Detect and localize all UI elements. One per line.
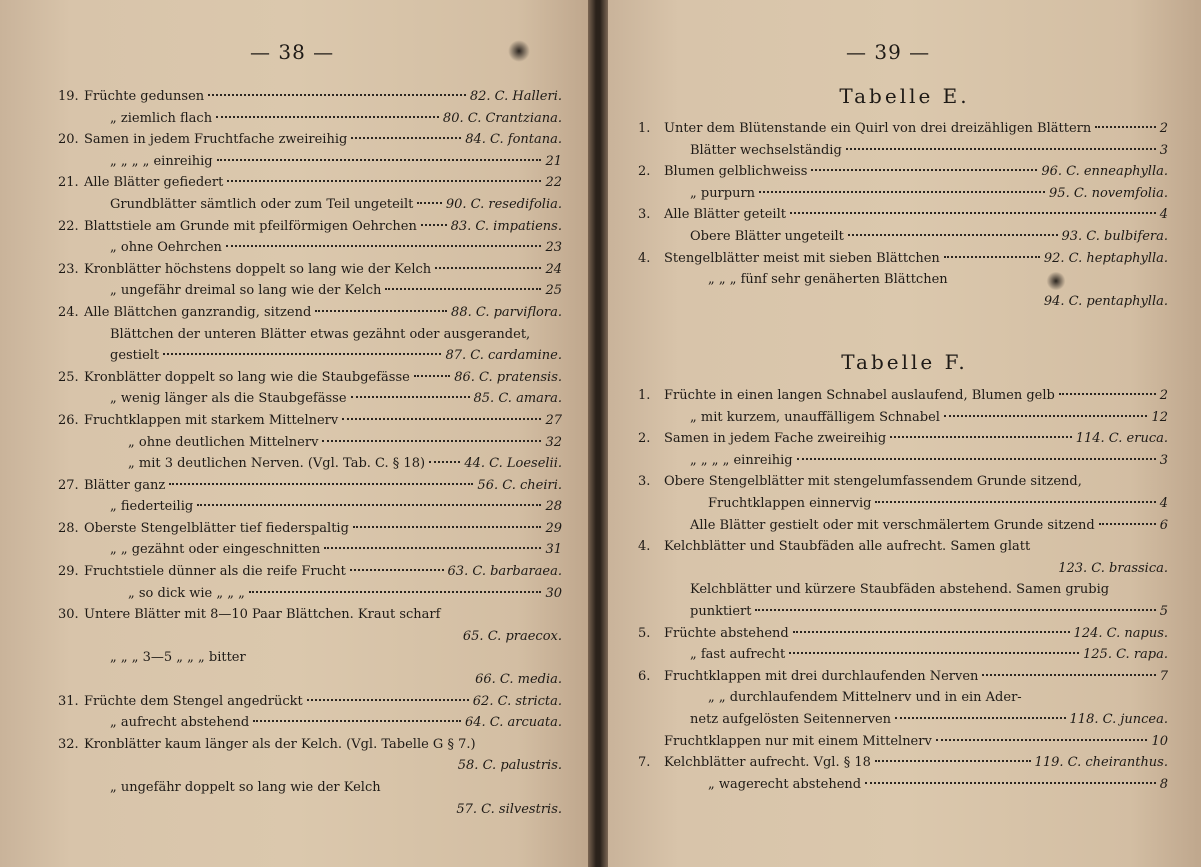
key-entry	[58, 647, 562, 669]
table-e-title: Tabelle E.	[839, 84, 970, 108]
entry-text: „ „ „ „ einreihig	[690, 452, 793, 468]
key-entry	[58, 691, 562, 713]
dot-leader	[324, 547, 541, 549]
key-entry	[638, 183, 1168, 205]
dot-leader	[351, 396, 470, 398]
dot-leader	[226, 245, 542, 247]
table-f-entries	[638, 385, 1168, 795]
entry-reference: 56. C. cheiri.	[477, 477, 562, 493]
key-entry	[58, 604, 562, 626]
dot-leader	[790, 212, 1156, 214]
entry-text: Fruchtklappen einnervig	[708, 495, 872, 511]
entry-reference: 114. C. eruca.	[1075, 431, 1168, 447]
key-entry	[638, 493, 1168, 515]
entry-text: „ ungefähr dreimal so lang wie der Kelch	[110, 283, 382, 299]
key-entry	[638, 666, 1168, 688]
dot-leader	[249, 591, 542, 593]
key-entry	[58, 626, 562, 648]
entry-number: 3.	[638, 207, 651, 223]
entry-reference: 57. C. silvestris.	[456, 801, 562, 817]
entry-text: Obere Blätter ungeteilt	[690, 228, 844, 244]
key-entry	[58, 453, 562, 475]
entry-reference: 3	[1159, 142, 1168, 158]
entry-reference: 22	[545, 175, 562, 191]
entry-reference: 29	[545, 520, 562, 536]
entry-reference: 3	[1159, 452, 1168, 468]
entry-reference: 90. C. resedifolia.	[445, 196, 562, 212]
key-entry	[58, 129, 562, 151]
entry-text: Fruchtklappen nur mit einem Mittelnerv	[664, 733, 932, 749]
entry-number: 2.	[638, 431, 651, 447]
key-entry	[638, 752, 1168, 774]
entry-number: 32.	[58, 736, 79, 752]
entry-text: „ ohne Oehrchen	[110, 240, 222, 256]
key-entry	[638, 471, 1168, 493]
entry-reference: 24	[545, 261, 562, 277]
entry-number: 4.	[638, 250, 651, 266]
entry-text: „ „ gezähnt oder eingeschnitten	[110, 542, 321, 558]
page-number-right: — 39 —	[846, 40, 931, 64]
entry-reference: 65. C. praecox.	[462, 628, 562, 644]
key-entry	[638, 774, 1168, 796]
dot-leader	[797, 458, 1156, 460]
entry-reference: 63. C. barbaraea.	[447, 564, 562, 580]
key-entry	[58, 432, 562, 454]
key-entry	[638, 226, 1168, 248]
key-entry	[638, 731, 1168, 753]
entry-text: „ „ durchlaufendem Mittelnerv und in ein Ader-	[708, 690, 1022, 706]
key-entry	[58, 734, 562, 756]
entry-reference: 92. C. heptaphylla.	[1043, 250, 1168, 266]
entry-reference: 85. C. amara.	[473, 391, 562, 407]
dot-leader	[811, 169, 1037, 171]
entry-text: Alle Blätter gestielt oder mit verschmälertem Grunde sitzend	[690, 517, 1095, 533]
entry-number: 25.	[58, 369, 79, 385]
entry-text: „ purpurn	[690, 185, 756, 201]
dot-leader	[435, 267, 541, 269]
dot-leader	[982, 674, 1155, 676]
entry-reference: 95. C. novemfolia.	[1049, 185, 1168, 201]
dot-leader	[755, 609, 1155, 611]
dot-leader	[414, 375, 450, 377]
dot-leader	[789, 652, 1079, 654]
entry-number: 29.	[58, 564, 79, 580]
key-entry	[638, 579, 1168, 601]
key-entry	[58, 108, 562, 130]
entry-text: „ wagerecht abstehend	[708, 776, 862, 792]
entry-text: Kelchblätter und kürzere Staubfäden abstehend. Samen grubig	[690, 582, 1110, 598]
entry-number: 7.	[638, 755, 651, 771]
key-entry	[58, 777, 562, 799]
entry-reference: 62. C. stricta.	[472, 693, 562, 709]
entry-reference: 6	[1159, 517, 1168, 533]
dot-leader	[307, 699, 469, 701]
entry-number: 6.	[638, 668, 651, 684]
right-page	[608, 0, 1201, 867]
key-entry	[638, 204, 1168, 226]
dot-leader	[944, 256, 1040, 258]
entry-number: 2.	[638, 164, 651, 180]
entry-text: „ ziemlich flach	[110, 110, 213, 126]
dot-leader	[848, 234, 1058, 236]
entry-text: Blätter ganz	[84, 477, 166, 493]
entry-reference: 64. C. arcuata.	[464, 715, 562, 731]
entry-reference: 32	[545, 434, 562, 450]
key-entry	[638, 118, 1168, 140]
key-entry	[58, 151, 562, 173]
entry-reference: 12	[1151, 409, 1168, 425]
dot-leader	[895, 717, 1065, 719]
entry-number: 19.	[58, 89, 79, 104]
dot-leader	[1059, 393, 1156, 395]
entry-reference: 31	[545, 542, 562, 558]
dot-leader	[169, 483, 473, 485]
entry-text: Blumen gelblichweiss	[664, 164, 808, 180]
dot-leader	[163, 353, 441, 355]
key-entry	[58, 367, 562, 389]
entry-text: Kronblätter doppelt so lang wie die Staubgefässe	[84, 369, 410, 385]
entry-reference: 119. C. cheiranthus.	[1034, 755, 1168, 771]
entry-text: gestielt	[110, 348, 160, 364]
entry-number: 22.	[58, 218, 79, 234]
entry-text: Früchte gedunsen	[84, 89, 205, 104]
entry-number: 23.	[58, 261, 79, 277]
entry-reference: 44. C. Loeselii.	[464, 456, 562, 472]
key-entry	[58, 280, 562, 302]
entry-reference: 7	[1159, 668, 1168, 684]
key-entry	[58, 172, 562, 194]
entry-text: Fruchtstiele dünner als die reife Frucht	[84, 564, 346, 580]
entry-reference: 88. C. parviflora.	[451, 304, 562, 320]
table-f-title: Tabelle F.	[841, 350, 968, 374]
entry-text: Blättchen der unteren Blätter etwas gezähnt oder ausgerandet,	[110, 326, 531, 342]
entry-reference: 23	[545, 240, 562, 256]
key-entry	[58, 669, 562, 691]
entry-reference: 80. C. Crantziana.	[442, 110, 562, 126]
key-entry	[58, 388, 562, 410]
dot-leader	[793, 631, 1070, 633]
key-entry	[638, 291, 1168, 313]
entry-reference: 10	[1151, 733, 1168, 749]
entry-text: Kronblätter höchstens doppelt so lang wie der Kelch	[84, 261, 432, 277]
key-entry	[638, 140, 1168, 162]
entry-reference: 87. C. cardamine.	[445, 348, 562, 364]
entry-number: 21.	[58, 175, 79, 191]
dot-leader	[322, 440, 541, 442]
key-entry	[638, 385, 1168, 407]
entry-text: Früchte in einen langen Schnabel auslaufend, Blumen gelb	[664, 388, 1055, 403]
dot-leader	[385, 288, 541, 290]
dot-leader	[253, 720, 461, 722]
entry-number: 1.	[638, 121, 651, 136]
entry-reference: 94. C. pentaphylla.	[1043, 293, 1168, 309]
entry-text: Früchte dem Stengel angedrückt	[84, 693, 303, 709]
entry-reference: 4	[1159, 495, 1168, 511]
entry-reference: 2	[1159, 388, 1168, 403]
dot-leader	[342, 418, 541, 420]
key-entry	[58, 86, 562, 108]
key-entry	[638, 515, 1168, 537]
entry-reference: 96. C. enneaphylla.	[1041, 164, 1168, 180]
entry-text: „ fast aufrecht	[690, 647, 786, 663]
entry-text: Untere Blätter mit 8—10 Paar Blättchen. Kraut scharf	[84, 607, 441, 623]
key-entry	[58, 324, 562, 346]
entry-text: „ „ „ 3—5 „ „ „ bitter	[110, 650, 246, 666]
key-entry	[58, 712, 562, 734]
dot-leader	[429, 461, 460, 463]
entry-text: Kronblätter kaum länger als der Kelch. (Vgl. Tabelle G § 7.)	[84, 736, 476, 752]
entry-reference: 27	[545, 412, 562, 428]
entry-text: „ wenig länger als die Staubgefässe	[110, 391, 347, 407]
key-entry	[58, 561, 562, 583]
dot-leader	[875, 760, 1031, 762]
key-entry	[58, 755, 562, 777]
book-gutter	[588, 0, 608, 867]
key-entry	[58, 583, 562, 605]
key-entry	[58, 237, 562, 259]
entry-text: Alle Blättchen ganzrandig, sitzend	[84, 304, 312, 320]
key-entry	[58, 216, 562, 238]
key-entry	[638, 623, 1168, 645]
entry-text: „ mit kurzem, unauffälligem Schnabel	[690, 409, 940, 425]
entry-reference: 21	[545, 153, 562, 169]
key-entry	[58, 302, 562, 324]
key-entry	[638, 248, 1168, 270]
key-entry	[58, 345, 562, 367]
entry-text: Kelchblätter aufrecht. Vgl. § 18	[664, 755, 871, 771]
dot-leader	[846, 148, 1156, 150]
entry-number: 30.	[58, 607, 79, 623]
key-entry	[638, 687, 1168, 709]
dot-leader	[1095, 126, 1155, 128]
dot-leader	[217, 159, 542, 161]
dot-leader	[208, 94, 466, 96]
entry-text: „ so dick wie „ „ „	[128, 585, 245, 601]
ink-spot	[1046, 272, 1066, 290]
entry-number: 20.	[58, 132, 79, 148]
entry-text: Unter dem Blütenstande ein Quirl von drei dreizähligen Blättern	[664, 121, 1092, 136]
left-page	[0, 0, 588, 867]
key-entry	[58, 410, 562, 432]
entry-text: Oberste Stengelblätter tief fiederspaltig	[84, 520, 349, 536]
entry-reference: 86. C. pratensis.	[454, 369, 562, 385]
entry-reference: 2	[1159, 121, 1168, 136]
dot-leader	[216, 116, 439, 118]
key-entry	[638, 644, 1168, 666]
entry-reference: 124. C. napus.	[1073, 625, 1168, 641]
entry-reference: 84. C. fontana.	[465, 132, 562, 148]
entry-text: „ „ „ „ einreihig	[110, 153, 213, 169]
entry-number: 3.	[638, 474, 651, 490]
entry-number: 26.	[58, 412, 79, 428]
entry-text: Blattstiele am Grunde mit pfeilförmigen Oehrchen	[84, 218, 417, 234]
entry-reference: 8	[1159, 776, 1168, 792]
left-key-entries	[58, 86, 562, 820]
entry-text: Fruchtklappen mit starkem Mittelnerv	[84, 412, 339, 428]
entry-text: punktiert	[690, 603, 752, 619]
entry-text: Alle Blätter gefiedert	[84, 175, 224, 191]
entry-reference: 82. C. Halleri.	[469, 89, 562, 104]
entry-text: „ mit 3 deutlichen Nerven. (Vgl. Tab. C. § 18)	[128, 456, 426, 472]
key-entry	[638, 558, 1168, 580]
entry-text: „ „ „ fünf sehr genäherten Blättchen	[708, 272, 948, 288]
key-entry	[638, 709, 1168, 731]
entry-text: Fruchtklappen mit drei durchlaufenden Nerven	[664, 668, 979, 684]
entry-number: 31.	[58, 693, 79, 709]
entry-text: Samen in jedem Fruchtfache zweireihig	[84, 132, 348, 148]
entry-text: Obere Stengelblätter mit stengelumfassendem Grunde sitzend,	[664, 474, 1082, 490]
entry-number: 1.	[638, 388, 651, 403]
dot-leader	[351, 137, 461, 139]
key-entry	[58, 194, 562, 216]
key-entry	[638, 428, 1168, 450]
entry-text: netz aufgelösten Seitennerven	[690, 711, 892, 727]
entry-reference: 83. C. impatiens.	[450, 218, 562, 234]
entry-text: Grundblätter sämtlich oder zum Teil ungeteilt	[110, 196, 414, 212]
dot-leader	[353, 526, 542, 528]
entry-reference: 93. C. bulbifera.	[1061, 228, 1168, 244]
key-entry	[58, 259, 562, 281]
key-entry	[638, 161, 1168, 183]
key-entry	[638, 269, 1168, 291]
entry-number: 5.	[638, 625, 651, 641]
key-entry	[58, 799, 562, 821]
entry-text: Früchte abstehend	[664, 625, 789, 641]
entry-reference: 28	[545, 499, 562, 515]
entry-text: Blätter wechselständig	[690, 142, 842, 158]
entry-reference: 66. C. media.	[475, 672, 562, 688]
entry-reference: 25	[545, 283, 562, 299]
entry-text: Alle Blätter geteilt	[664, 207, 786, 223]
key-entry	[638, 450, 1168, 472]
entry-number: 28.	[58, 520, 79, 536]
entry-reference: 4	[1159, 207, 1168, 223]
dot-leader	[1099, 523, 1156, 525]
entry-reference: 125. C. rapa.	[1083, 647, 1168, 663]
table-e-entries	[638, 118, 1168, 312]
key-entry	[638, 601, 1168, 623]
ink-spot	[508, 40, 530, 62]
key-entry	[638, 536, 1168, 558]
entry-reference: 123. C. brassica.	[1058, 560, 1168, 576]
dot-leader	[875, 501, 1155, 503]
entry-reference: 118. C. juncea.	[1069, 711, 1168, 727]
dot-leader	[350, 569, 444, 571]
dot-leader	[315, 310, 447, 312]
key-entry	[638, 407, 1168, 429]
dot-leader	[197, 504, 541, 506]
dot-leader	[936, 739, 1148, 741]
key-entry	[58, 496, 562, 518]
key-entry	[58, 475, 562, 497]
entry-text: „ ohne deutlichen Mittelnerv	[128, 434, 319, 450]
dot-leader	[865, 782, 1156, 784]
dot-leader	[227, 180, 541, 182]
page-number-left: — 38 —	[250, 40, 335, 64]
entry-reference: 58. C. palustris.	[457, 758, 562, 774]
dot-leader	[944, 415, 1147, 417]
entry-text: Samen in jedem Fache zweireihig	[664, 431, 887, 447]
key-entry	[58, 518, 562, 540]
key-entry	[58, 539, 562, 561]
entry-number: 4.	[638, 539, 651, 555]
entry-text: „ ungefähr doppelt so lang wie der Kelch	[110, 780, 381, 795]
dot-leader	[417, 202, 441, 204]
dot-leader	[890, 436, 1072, 438]
entry-text: Kelchblätter und Staubfäden alle aufrecht. Samen glatt	[664, 539, 1031, 555]
entry-number: 24.	[58, 304, 79, 320]
dot-leader	[421, 224, 447, 226]
entry-reference: 5	[1159, 603, 1168, 619]
entry-text: „ fiederteilig	[110, 499, 194, 515]
entry-reference: 30	[545, 585, 562, 601]
entry-number: 27.	[58, 477, 79, 493]
entry-text: „ aufrecht abstehend	[110, 715, 250, 731]
dot-leader	[759, 191, 1045, 193]
entry-text: Stengelblätter meist mit sieben Blättchen	[664, 250, 940, 266]
